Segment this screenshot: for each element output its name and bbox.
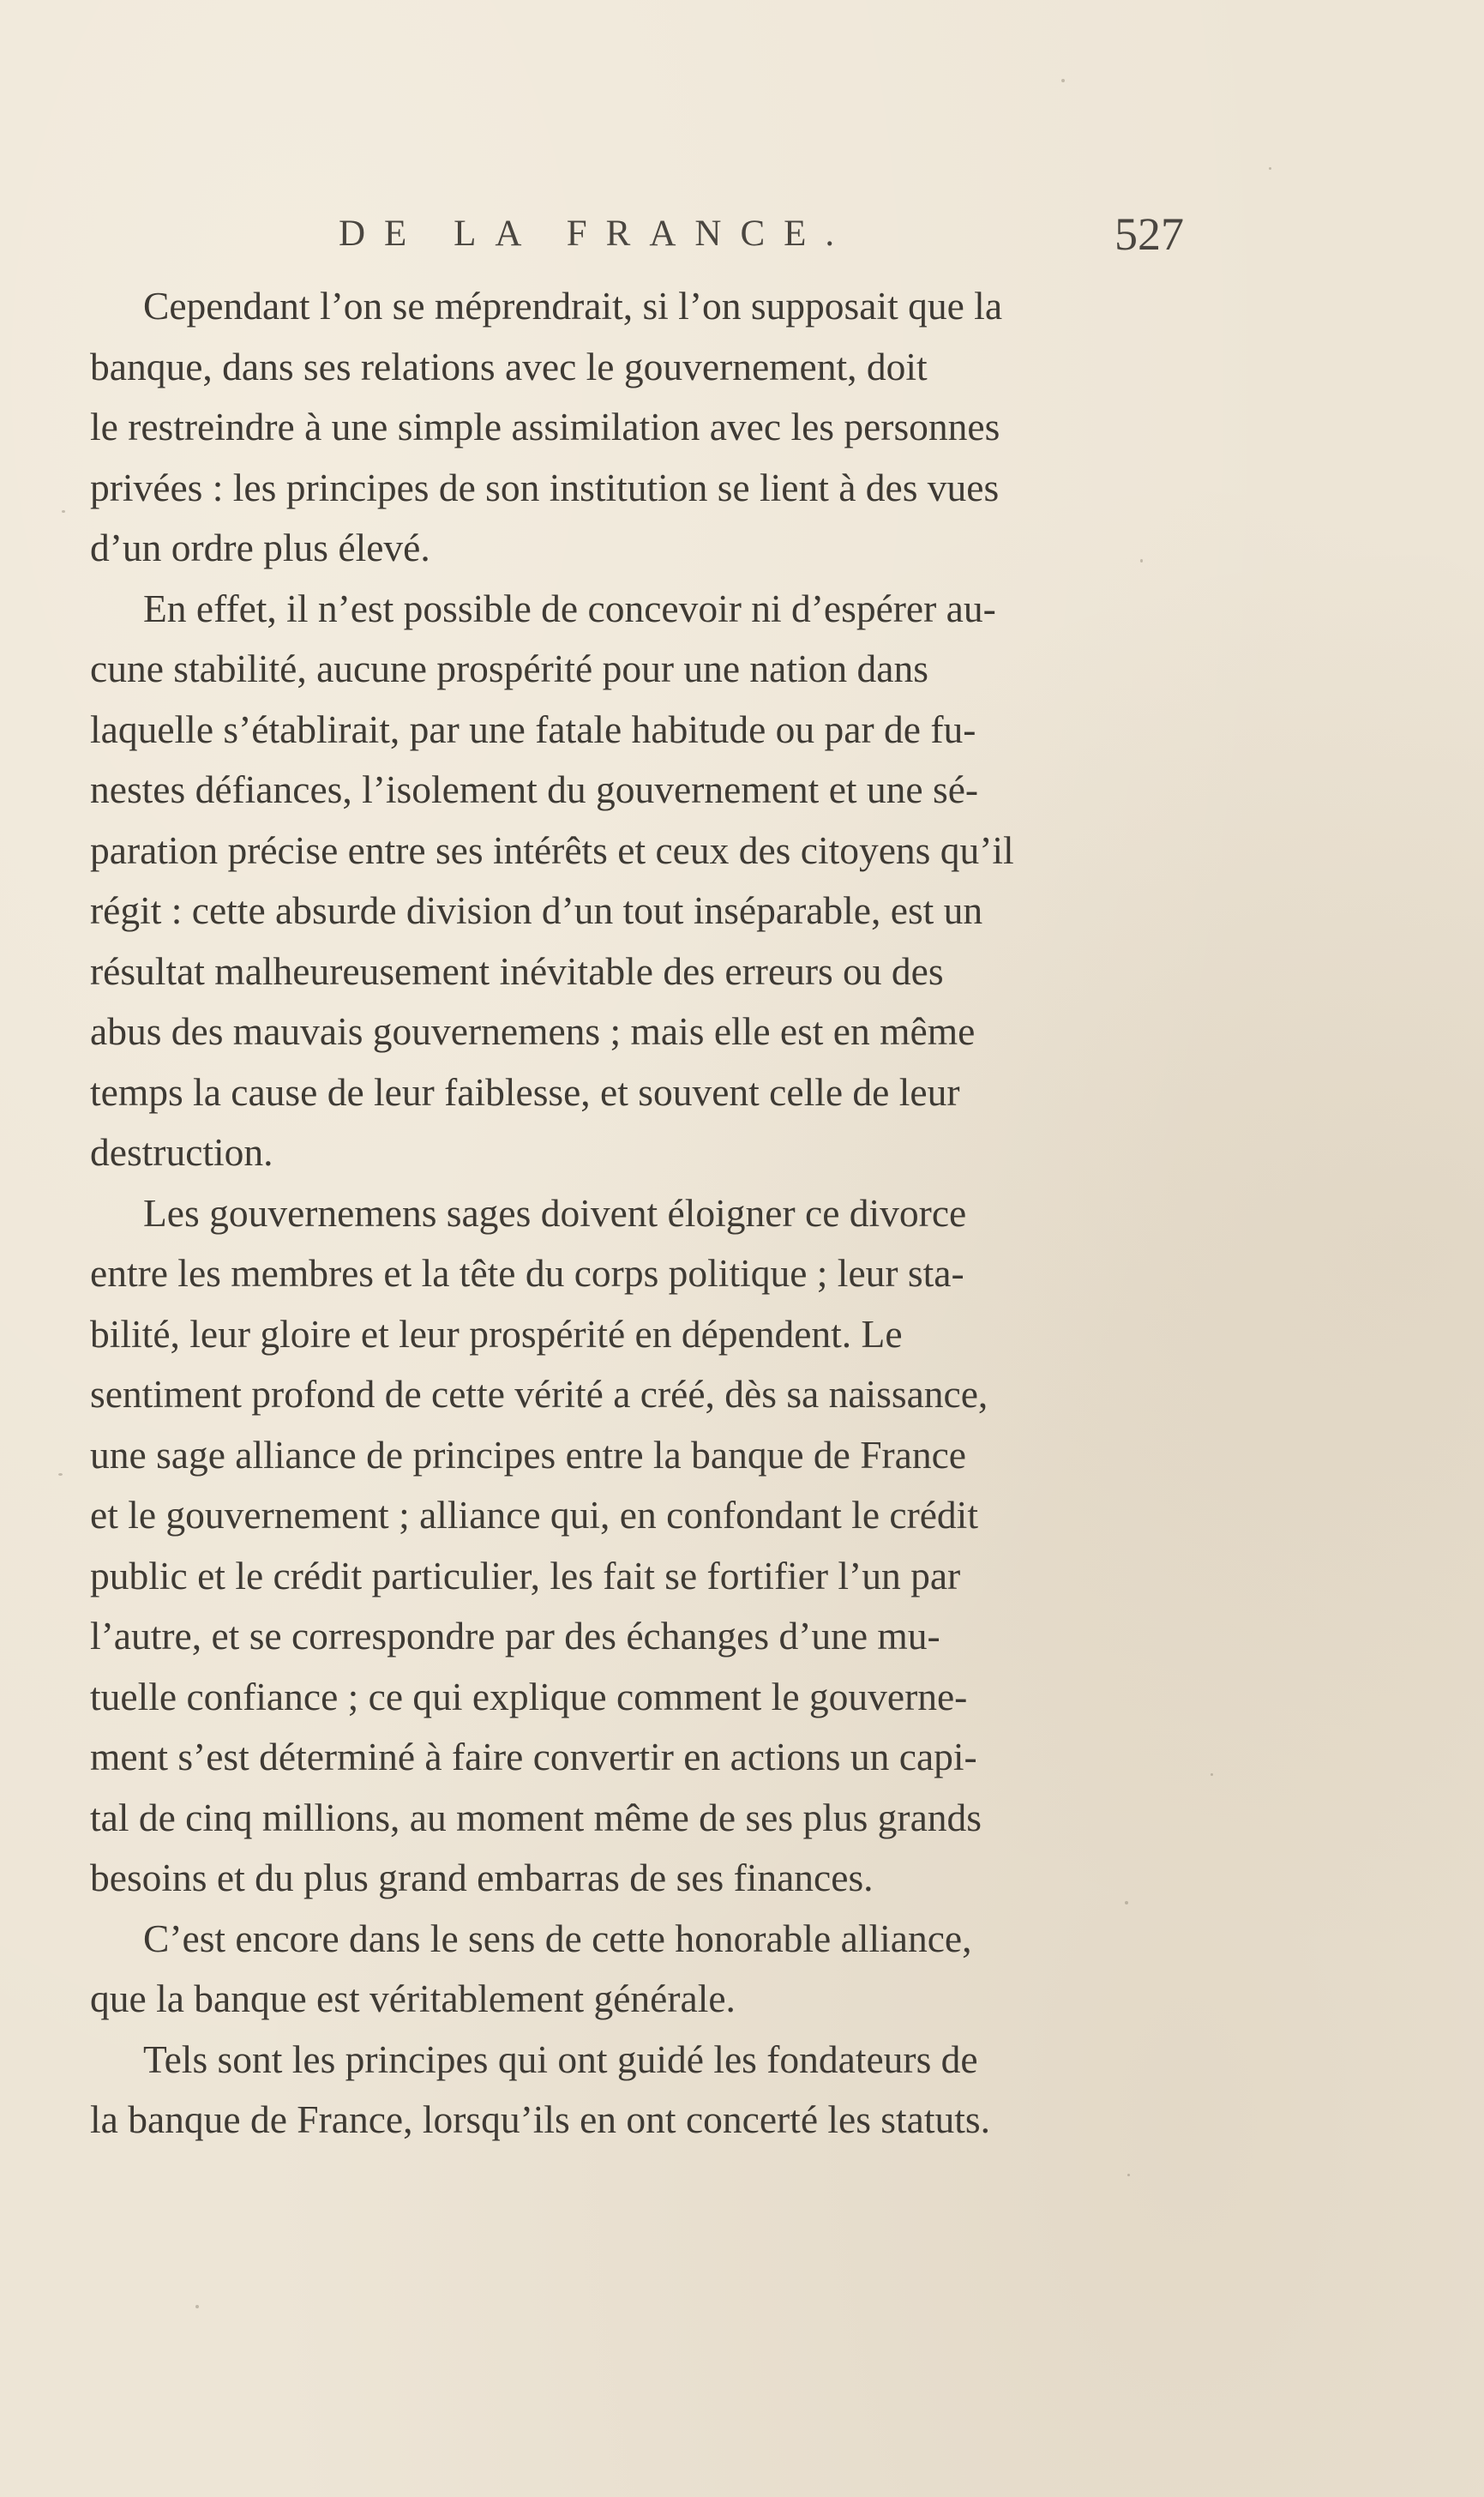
paper-speck <box>1211 1773 1213 1776</box>
paragraph-4 <box>90 1909 1205 2030</box>
text-line: la banque de France, lorsqu’ils en ont concerté les statuts. <box>90 2097 990 2141</box>
text-line: une sage alliance de principes entre la banque de France <box>90 1432 966 1477</box>
text-line: tuelle confiance ; ce qui explique comment le gouverne- <box>90 1674 968 1718</box>
text-line: résultat malheureusement inévitable des erreurs ou des <box>90 948 944 993</box>
text-line: le restreindre à une simple assimilation avec les personnes <box>90 405 1000 448</box>
text-line: tal de cinq millions, au moment même de ses plus grands <box>90 1795 982 1839</box>
text-line: Tels sont les principes qui ont guidé les fondateurs de <box>143 2037 978 2081</box>
text-line: Les gouvernemens sages doivent éloigner ce divorce <box>143 1190 967 1235</box>
text-line: l’autre, et se correspondre par des échanges d’une mu- <box>90 1614 940 1658</box>
paper-speck <box>1140 559 1143 563</box>
page-number: 527 <box>1115 208 1184 260</box>
text-line: destruction. <box>90 1130 273 1174</box>
text-line: abus des mauvais gouvernemens ; mais elle est en même <box>90 1009 976 1053</box>
text-line: régit : cette absurde division d’un tout inséparable, est un <box>90 888 983 932</box>
paper-speck <box>1125 1901 1128 1904</box>
text-line: privées : les principes de son institution se lient à des vues <box>90 465 1000 509</box>
text-line: En effet, il n’est possible de concevoir ni d’espérer au- <box>143 586 996 630</box>
paper-speck <box>1269 167 1271 170</box>
text-line: temps la cause de leur faiblesse, et souvent celle de leur <box>90 1069 960 1114</box>
text-line: public et le crédit particulier, les fait se fortifier l’un par <box>90 1553 961 1597</box>
text-line: sentiment profond de cette vérité a créé, dès sa naissance, <box>90 1372 988 1416</box>
paper-speck <box>62 510 65 513</box>
running-title: DE LA FRANCE. <box>339 214 854 254</box>
text-line: besoins et du plus grand embarras de ses finances. <box>90 1856 874 1899</box>
text-line: d’un ordre plus élevé. <box>90 526 430 569</box>
paragraph-5 <box>90 2030 1205 2151</box>
text-line: que la banque est véritablement générale. <box>90 1977 736 2020</box>
text-line: entre les membres et la tête du corps politique ; leur sta- <box>90 1251 964 1295</box>
paragraph-1 <box>90 276 1205 579</box>
paragraph-2 <box>90 579 1205 1183</box>
body-text <box>90 276 1205 2151</box>
paper-speck <box>58 1473 63 1476</box>
paper-speck <box>195 2305 199 2308</box>
text-line: paration précise entre ses intérêts et ceux des citoyens qu’il <box>90 827 1014 872</box>
paper-speck <box>1127 2174 1130 2176</box>
text-line: C’est encore dans le sens de cette honorable alliance, <box>143 1916 972 1960</box>
text-line: et le gouvernement ; alliance qui, en confondant le crédit <box>90 1493 978 1537</box>
text-line: bilité, leur gloire et leur prospérité en dépendent. Le <box>90 1311 903 1356</box>
paragraph-3 <box>90 1183 1205 1909</box>
text-line: banque, dans ses relations avec le gouvernement, doit <box>90 344 928 388</box>
text-line: cune stabilité, aucune prospérité pour une nation dans <box>90 647 928 690</box>
text-line: laquelle s’établirait, par une fatale habitude ou par de fu- <box>90 707 976 751</box>
text-line: ment s’est déterminé à faire convertir en actions un capi- <box>90 1735 977 1778</box>
paper-speck <box>1061 79 1065 82</box>
running-head <box>339 208 1196 264</box>
text-line: Cependant l’on se méprendrait, si l’on supposait que la <box>143 284 1003 328</box>
text-line: nestes défiances, l’isolement du gouvernement et une sé- <box>90 767 979 811</box>
